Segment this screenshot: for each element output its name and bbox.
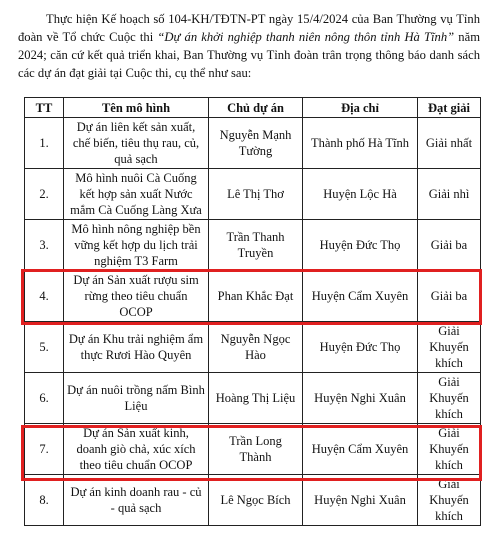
header-tt: TT xyxy=(25,98,64,118)
cell-tt: 6. xyxy=(25,373,64,424)
cell-award: Giải Khuyến khích xyxy=(418,475,481,526)
cell-award: Giải nhì xyxy=(418,169,481,220)
cell-model: Mô hình nông nghiệp bền vững kết hợp du lịch trải nghiệm T3 Farm xyxy=(64,220,209,271)
cell-owner: Hoàng Thị Liệu xyxy=(209,373,303,424)
intro-text xyxy=(18,10,480,82)
cell-model: Dự án Sản xuất rượu sim rừng theo tiêu chuẩn OCOP xyxy=(64,271,209,322)
cell-award: Giải Khuyến khích xyxy=(418,322,481,373)
header-award: Đạt giải xyxy=(418,98,481,118)
cell-tt: 3. xyxy=(25,220,64,271)
cell-owner: Lê Ngọc Bích xyxy=(209,475,303,526)
cell-address: Huyện Đức Thọ xyxy=(303,322,418,373)
cell-award: Giải Khuyến khích xyxy=(418,373,481,424)
intro-part-1: Thực hiện Kế hoạch số 104-KH/TĐTN-PT ngày 15/4/2024 của Ban Thường vụ Tỉnh đoàn về Tổ chức Cuộc thi xyxy=(18,12,480,44)
table-row xyxy=(25,475,481,526)
cell-model: Dự án nuôi trồng nấm Bình Liệu xyxy=(64,373,209,424)
cell-model: Dự án liên kết sản xuất, chế biến, tiêu thụ rau, củ, quả sạch xyxy=(64,118,209,169)
cell-award: Giải ba xyxy=(418,271,481,322)
cell-tt: 2. xyxy=(25,169,64,220)
cell-tt: 4. xyxy=(25,271,64,322)
table-row xyxy=(25,220,481,271)
cell-owner: Lê Thị Thơ xyxy=(209,169,303,220)
intro-paragraph xyxy=(18,10,480,82)
cell-model: Dự án Sản xuất kinh, doanh giò chả, xúc xích theo tiêu chuẩn OCOP xyxy=(64,424,209,475)
header-model: Tên mô hình xyxy=(64,98,209,118)
cell-award: Giải Khuyến khích xyxy=(418,424,481,475)
cell-model: Dự án kinh doanh rau - củ - quả sạch xyxy=(64,475,209,526)
cell-tt: 1. xyxy=(25,118,64,169)
cell-tt: 5. xyxy=(25,322,64,373)
cell-owner: Trần Thanh Truyền xyxy=(209,220,303,271)
table-row xyxy=(25,322,481,373)
award-table xyxy=(24,97,481,526)
header-owner: Chủ dự án xyxy=(209,98,303,118)
cell-award: Giải ba xyxy=(418,220,481,271)
cell-tt: 8. xyxy=(25,475,64,526)
cell-award: Giải nhất xyxy=(418,118,481,169)
cell-owner: Nguyễn Ngọc Hào xyxy=(209,322,303,373)
table-row xyxy=(25,424,481,475)
cell-address: Thành phố Hà Tĩnh xyxy=(303,118,418,169)
cell-address: Huyện Đức Thọ xyxy=(303,220,418,271)
cell-model: Mô hình nuôi Cà Cuống kết hợp sản xuất Nước mắm Cà Cuống Làng Xưa xyxy=(64,169,209,220)
header-address: Địa chỉ xyxy=(303,98,418,118)
table-row xyxy=(25,373,481,424)
cell-address: Huyện Nghi Xuân xyxy=(303,373,418,424)
cell-tt: 7. xyxy=(25,424,64,475)
cell-address: Huyện Cẩm Xuyên xyxy=(303,424,418,475)
cell-model: Dự án Khu trải nghiệm ẩm thực Rươi Hào Quyên xyxy=(64,322,209,373)
cell-address: Huyện Nghi Xuân xyxy=(303,475,418,526)
cell-owner: Trần Long Thành xyxy=(209,424,303,475)
table-row xyxy=(25,271,481,322)
table-row xyxy=(25,118,481,169)
cell-owner: Nguyễn Mạnh Tường xyxy=(209,118,303,169)
table-header-row xyxy=(25,98,481,118)
cell-address: Huyện Cẩm Xuyên xyxy=(303,271,418,322)
intro-part-2: năm 2024; căn cứ kết quả triển khai, Ban Thường vụ Tỉnh đoàn trân trọng thông báo danh sách các dự án đạt giải tại Cuộc thi, cụ thể như sau: xyxy=(18,30,480,80)
contest-name: “Dự án khởi nghiệp thanh niên nông thôn tỉnh Hà Tĩnh” xyxy=(157,30,455,44)
cell-owner: Phan Khắc Đạt xyxy=(209,271,303,322)
table-row xyxy=(25,169,481,220)
cell-address: Huyện Lộc Hà xyxy=(303,169,418,220)
